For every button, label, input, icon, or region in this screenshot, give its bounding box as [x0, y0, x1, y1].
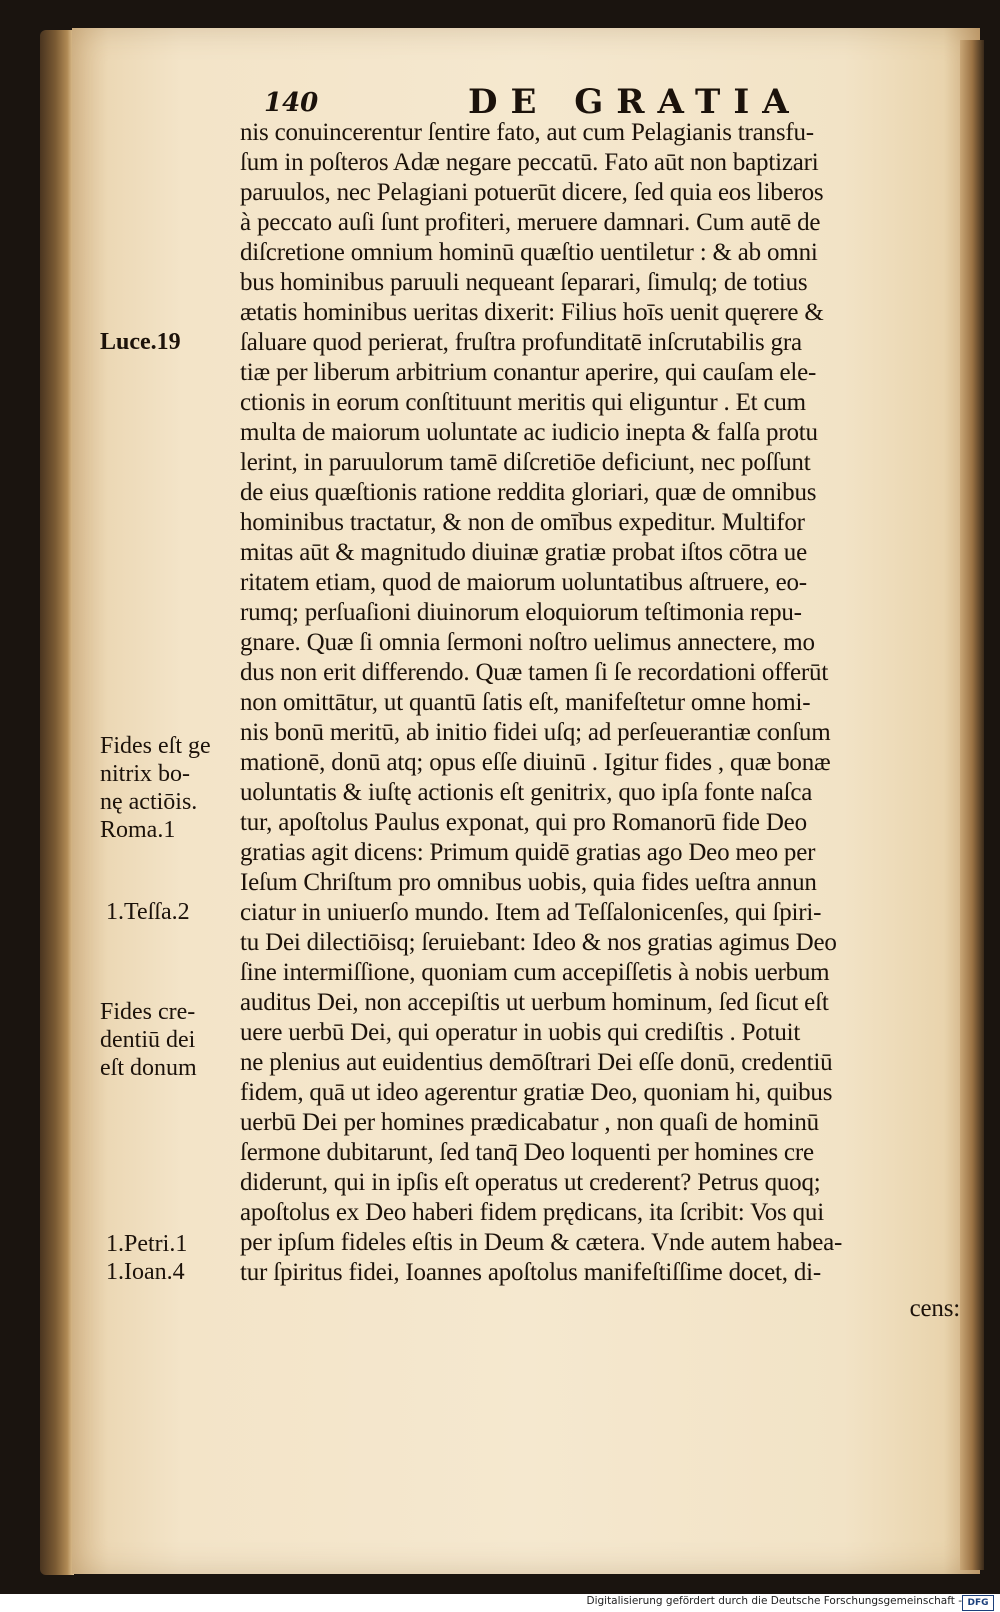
- text-line: Ieſum Chriſtum pro omnibus uobis, quia fides ueſtra annun: [240, 869, 817, 896]
- text-line: ciatur in uniuerſo mundo. Item ad Teſſalonicenſes, qui ſpiri-: [240, 899, 822, 926]
- text-line: hominibus tractatur, & non de omībus expeditur. Multifor: [240, 509, 805, 536]
- text-line: tur ſpiritus fidei, Ioannes apoſtolus manifeſtiſſime docet, di-: [240, 1259, 822, 1286]
- text-line: uerbū Dei per homines prædicabatur , non quaſi de hominū: [240, 1109, 819, 1136]
- dfg-logo: DFG: [962, 1595, 994, 1611]
- catchword: cens:: [909, 1295, 960, 1322]
- marginal-note: eſt donum: [100, 1055, 197, 1081]
- text-line: paruulos, nec Pelagiani potuerūt dicere, ſed quia eos liberos: [240, 179, 824, 206]
- marginal-note: Fides eſt ge: [100, 733, 211, 759]
- text-line: tu Dei dilectiōisq; ſeruiebant: Ideo & nos gratias agimus Deo: [240, 929, 837, 956]
- text-line: rumq; perſuaſioni diuinorum eloquiorum teſtimonia repu-: [240, 599, 802, 626]
- marginal-note: Fides cre-: [100, 999, 196, 1025]
- text-line: ſum in poſteros Adæ negare peccatū. Fato aūt non baptizari: [240, 149, 819, 176]
- text-line: tur, apoſtolus Paulus exponat, qui pro Romanorū fide Deo: [240, 809, 807, 836]
- text-line: non omittātur, ut quantū ſatis eſt, manifeſtetur omne homi-: [240, 689, 811, 716]
- text-line: ætatis hominibus ueritas dixerit: Filius hoīs uenit quęrere &: [240, 299, 824, 326]
- page-number: 140: [264, 88, 319, 118]
- text-line: nis bonū meritū, ab initio fidei uſq; ad perſeuerantiæ conſum: [240, 719, 831, 746]
- text-line: ctionis in eorum conſtituunt meritis qui eliguntur . Et cum: [240, 389, 806, 416]
- text-line: per ipſum fideles eſtis in Deum & cætera. Vnde autem habea-: [240, 1229, 843, 1256]
- text-line: ſaluare quod perierat, fruſtra profunditatē inſcrutabilis gra: [240, 329, 802, 356]
- marginal-note: nitrix bo-: [100, 761, 190, 787]
- running-head: DE GRATIA: [468, 82, 802, 122]
- text-line: nis conuincerentur ſentire fato, aut cum Pelagianis transfu-: [240, 119, 814, 146]
- text-line: ritatem etiam, quod de maiorum uoluntatibus aſtruere, eo-: [240, 569, 807, 596]
- marginal-note: Luce.19: [100, 329, 181, 355]
- text-line: uere uerbū Dei, qui operatur in uobis qui crediſtis . Potuit: [240, 1019, 801, 1046]
- text-line: à peccato auſi ſunt profiteri, meruere damnari. Cum autē de: [240, 209, 821, 236]
- digitization-footer: [0, 1594, 1000, 1612]
- text-line: uoluntatis & iuſtę actionis eſt genitrix, quo ipſa fonte naſca: [240, 779, 813, 806]
- marginal-note: 1.Teſſa.2: [106, 899, 190, 925]
- marginal-note: 1.Petri.1: [106, 1231, 188, 1257]
- text-line: dus non erit differendo. Quæ tamen ſi ſe recordationi offerūt: [240, 659, 829, 686]
- marginal-note: 1.Ioan.4: [106, 1259, 185, 1285]
- text-line: tiæ per liberum arbitrium conantur aperire, qui cauſam ele-: [240, 359, 817, 386]
- text-line: diderunt, qui in ipſis eſt operatus ut crederent? Petrus quoq;: [240, 1169, 821, 1196]
- text-line: ſine intermiſſione, quoniam cum accepiſſetis à nobis uerbum: [240, 959, 830, 986]
- text-line: gratias agit dicens: Primum quidē gratias ago Deo meo per: [240, 839, 816, 866]
- text-line: mationē, donū atq; opus eſſe diuinū . Igitur fides , quæ bonæ: [240, 749, 831, 776]
- main-text-block: [240, 118, 970, 1338]
- text-line: lerint, in paruulorum tamē diſcretiōe deficiunt, nec poſſunt: [240, 449, 811, 476]
- text-line: de eius quæſtionis ratione reddita gloriari, quæ de omnibus: [240, 479, 817, 506]
- marginal-note: Roma.1: [100, 817, 176, 843]
- marginalia: [100, 0, 240, 1400]
- text-line: ne plenius aut euidentius demōſtrari Dei eſſe donū, credentiū: [240, 1049, 833, 1076]
- text-line: diſcretione omnium hominū quæſtio uentiletur : & ab omni: [240, 239, 818, 266]
- marginal-note: nę actiōis.: [100, 789, 198, 815]
- text-line: bus hominibus paruuli nequeant ſeparari, ſimulq; de totius: [240, 269, 808, 296]
- text-line: auditus Dei, non accepiſtis ut uerbum hominum, ſed ſicut eſt: [240, 989, 829, 1016]
- text-line: mitas aūt & magnitudo diuinæ gratiæ probat iſtos cōtra ue: [240, 539, 807, 566]
- text-line: gnare. Quæ ſi omnia ſermoni noſtro uelimus annectere, mo: [240, 629, 815, 656]
- text-line: multa de maiorum uoluntate ac iudicio inepta & falſa protu: [240, 419, 818, 446]
- funding-credit: Digitalisierung gefördert durch die Deutsche Forschungsgemeinschaft -: [586, 1595, 962, 1607]
- book-cover-edge: [40, 30, 74, 1575]
- text-line: apoſtolus ex Deo haberi fidem prędicans, ita ſcribit: Vos qui: [240, 1199, 824, 1226]
- text-line: fidem, quā ut ideo agerentur gratiæ Deo, quoniam hi, quibus: [240, 1079, 833, 1106]
- text-line: ſermone dubitarunt, ſed tanq̄ Deo loquenti per homines cre: [240, 1139, 814, 1166]
- marginal-note: dentiū dei: [100, 1027, 196, 1053]
